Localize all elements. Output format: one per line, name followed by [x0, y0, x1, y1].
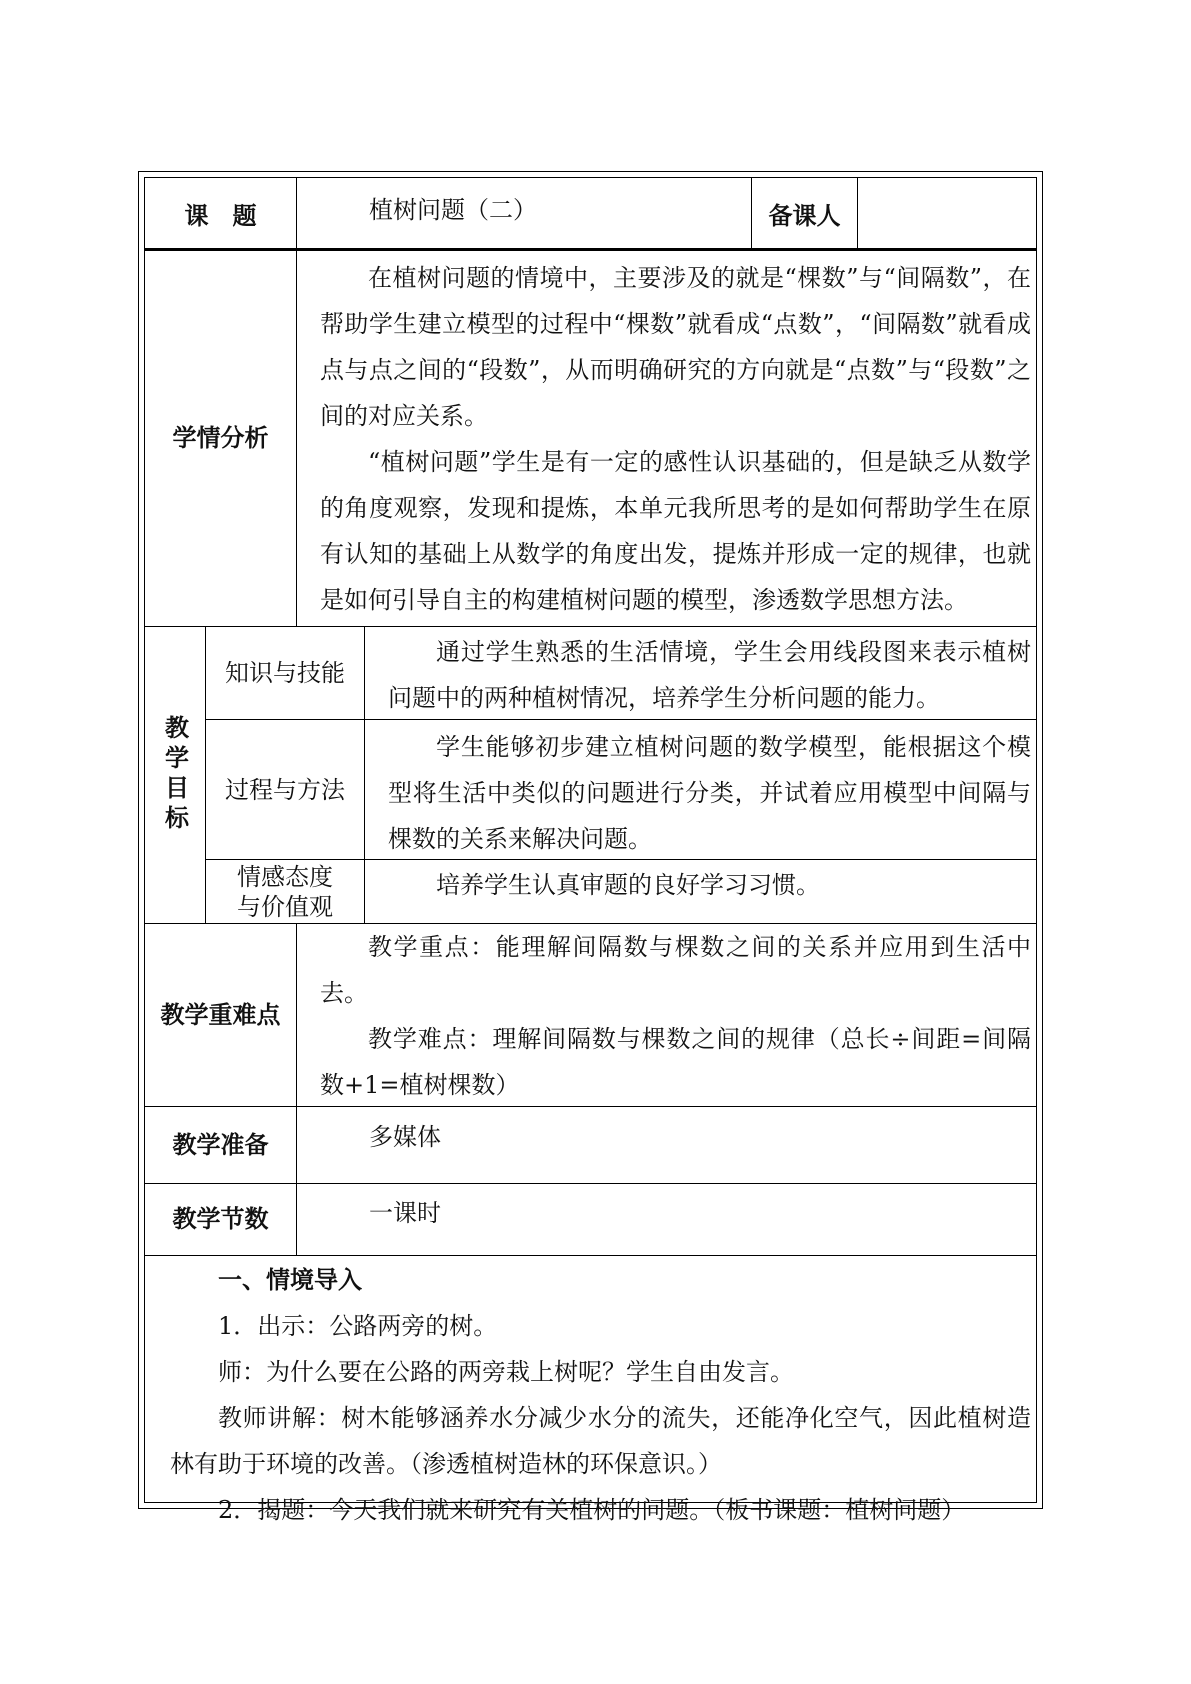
analysis-paragraph-2: “植树问题”学生是有一定的感性认识基础的，但是缺乏从数学的角度观察，发现和提炼，本单元我所思考的是如何帮助学生在原有认知的基础上从数学的角度出发，提炼并形成一定的规律，也就是如何引导自主的构建植树问题的模型，渗透数学思想方法。 [320, 448, 1031, 614]
periods-label: 教学节数 [172, 1204, 269, 1234]
goal-3-label: 情感态度与价值观 [237, 862, 333, 921]
preparation-value: 多媒体 [369, 1123, 441, 1151]
keypoints-divider [296, 924, 297, 1107]
procedure-line-2: 师：为什么要在公路的两旁栽上树呢？学生自由发言。 [218, 1358, 794, 1386]
goals-content-divider [364, 627, 365, 924]
preparer-value [858, 178, 1035, 248]
preparation-label: 教学准备 [172, 1129, 269, 1159]
goal-3-content: 培养学生认真审题的良好学习习惯。 [436, 871, 820, 899]
key-points-content [320, 924, 1035, 1106]
preparer-label: 备课人 [768, 200, 841, 230]
preparation-divider [296, 1107, 297, 1184]
periods-divider [296, 1184, 297, 1256]
key-point-1: 教学重点：能理解间隔数与棵数之间的关系并应用到生活中去。 [320, 933, 1031, 1007]
teaching-goals-label: 教学目标 [160, 715, 190, 835]
goal-2-content: 学生能够初步建立植树问题的数学模型，能根据这个模型将生活中类似的问题进行分类，并试着应用模型中间隔与棵数的关系来解决问题。 [388, 733, 1031, 853]
topic-value: 植树问题（二） [369, 196, 537, 224]
analysis-label: 学情分析 [172, 423, 269, 453]
procedure-line-3: 教师讲解：树木能够涵养水分减少水分的流失，还能净化空气，因此植树造林有助于环境的改善。（渗透植树造林的环保意识。） [170, 1404, 1031, 1478]
goal-2-label: 过程与方法 [225, 775, 345, 804]
goal-1-content: 通过学生熟悉的生活情境，学生会用线段图来表示植树问题中的两种植树情况，培养学生分析问题的能力。 [388, 638, 1031, 712]
procedure-section [170, 1257, 1035, 1524]
key-point-2: 教学难点：理解间隔数与棵数之间的规律（总长÷间距=间隔数+1=植树棵数） [320, 1025, 1031, 1099]
procedure-line-4: 2．揭题：今天我们就来研究有关植树的问题。（板书课题：植树问题） [218, 1496, 966, 1524]
analysis-content [320, 251, 1035, 626]
procedure-line-1: 1．出示：公路两旁的树。 [218, 1312, 498, 1340]
topic-label: 课 题 [184, 200, 257, 230]
header-col-divider-1 [296, 177, 297, 249]
analysis-divider [296, 251, 297, 627]
procedure-section-title: 一、情境导入 [218, 1265, 362, 1294]
periods-bottom-line [144, 1255, 1036, 1256]
key-points-label: 教学重难点 [160, 999, 281, 1029]
analysis-paragraph-1: 在植树问题的情境中，主要涉及的就是“棵数”与“间隔数”，在帮助学生建立模型的过程中“棵数”就看成“点数”，“间隔数”就看成点与点之间的“段数”，从而明确研究的方向就是“点数”与“段数”之间的对应关系。 [320, 264, 1031, 430]
goal-1-label: 知识与技能 [225, 659, 345, 687]
periods-value: 一课时 [369, 1199, 441, 1227]
